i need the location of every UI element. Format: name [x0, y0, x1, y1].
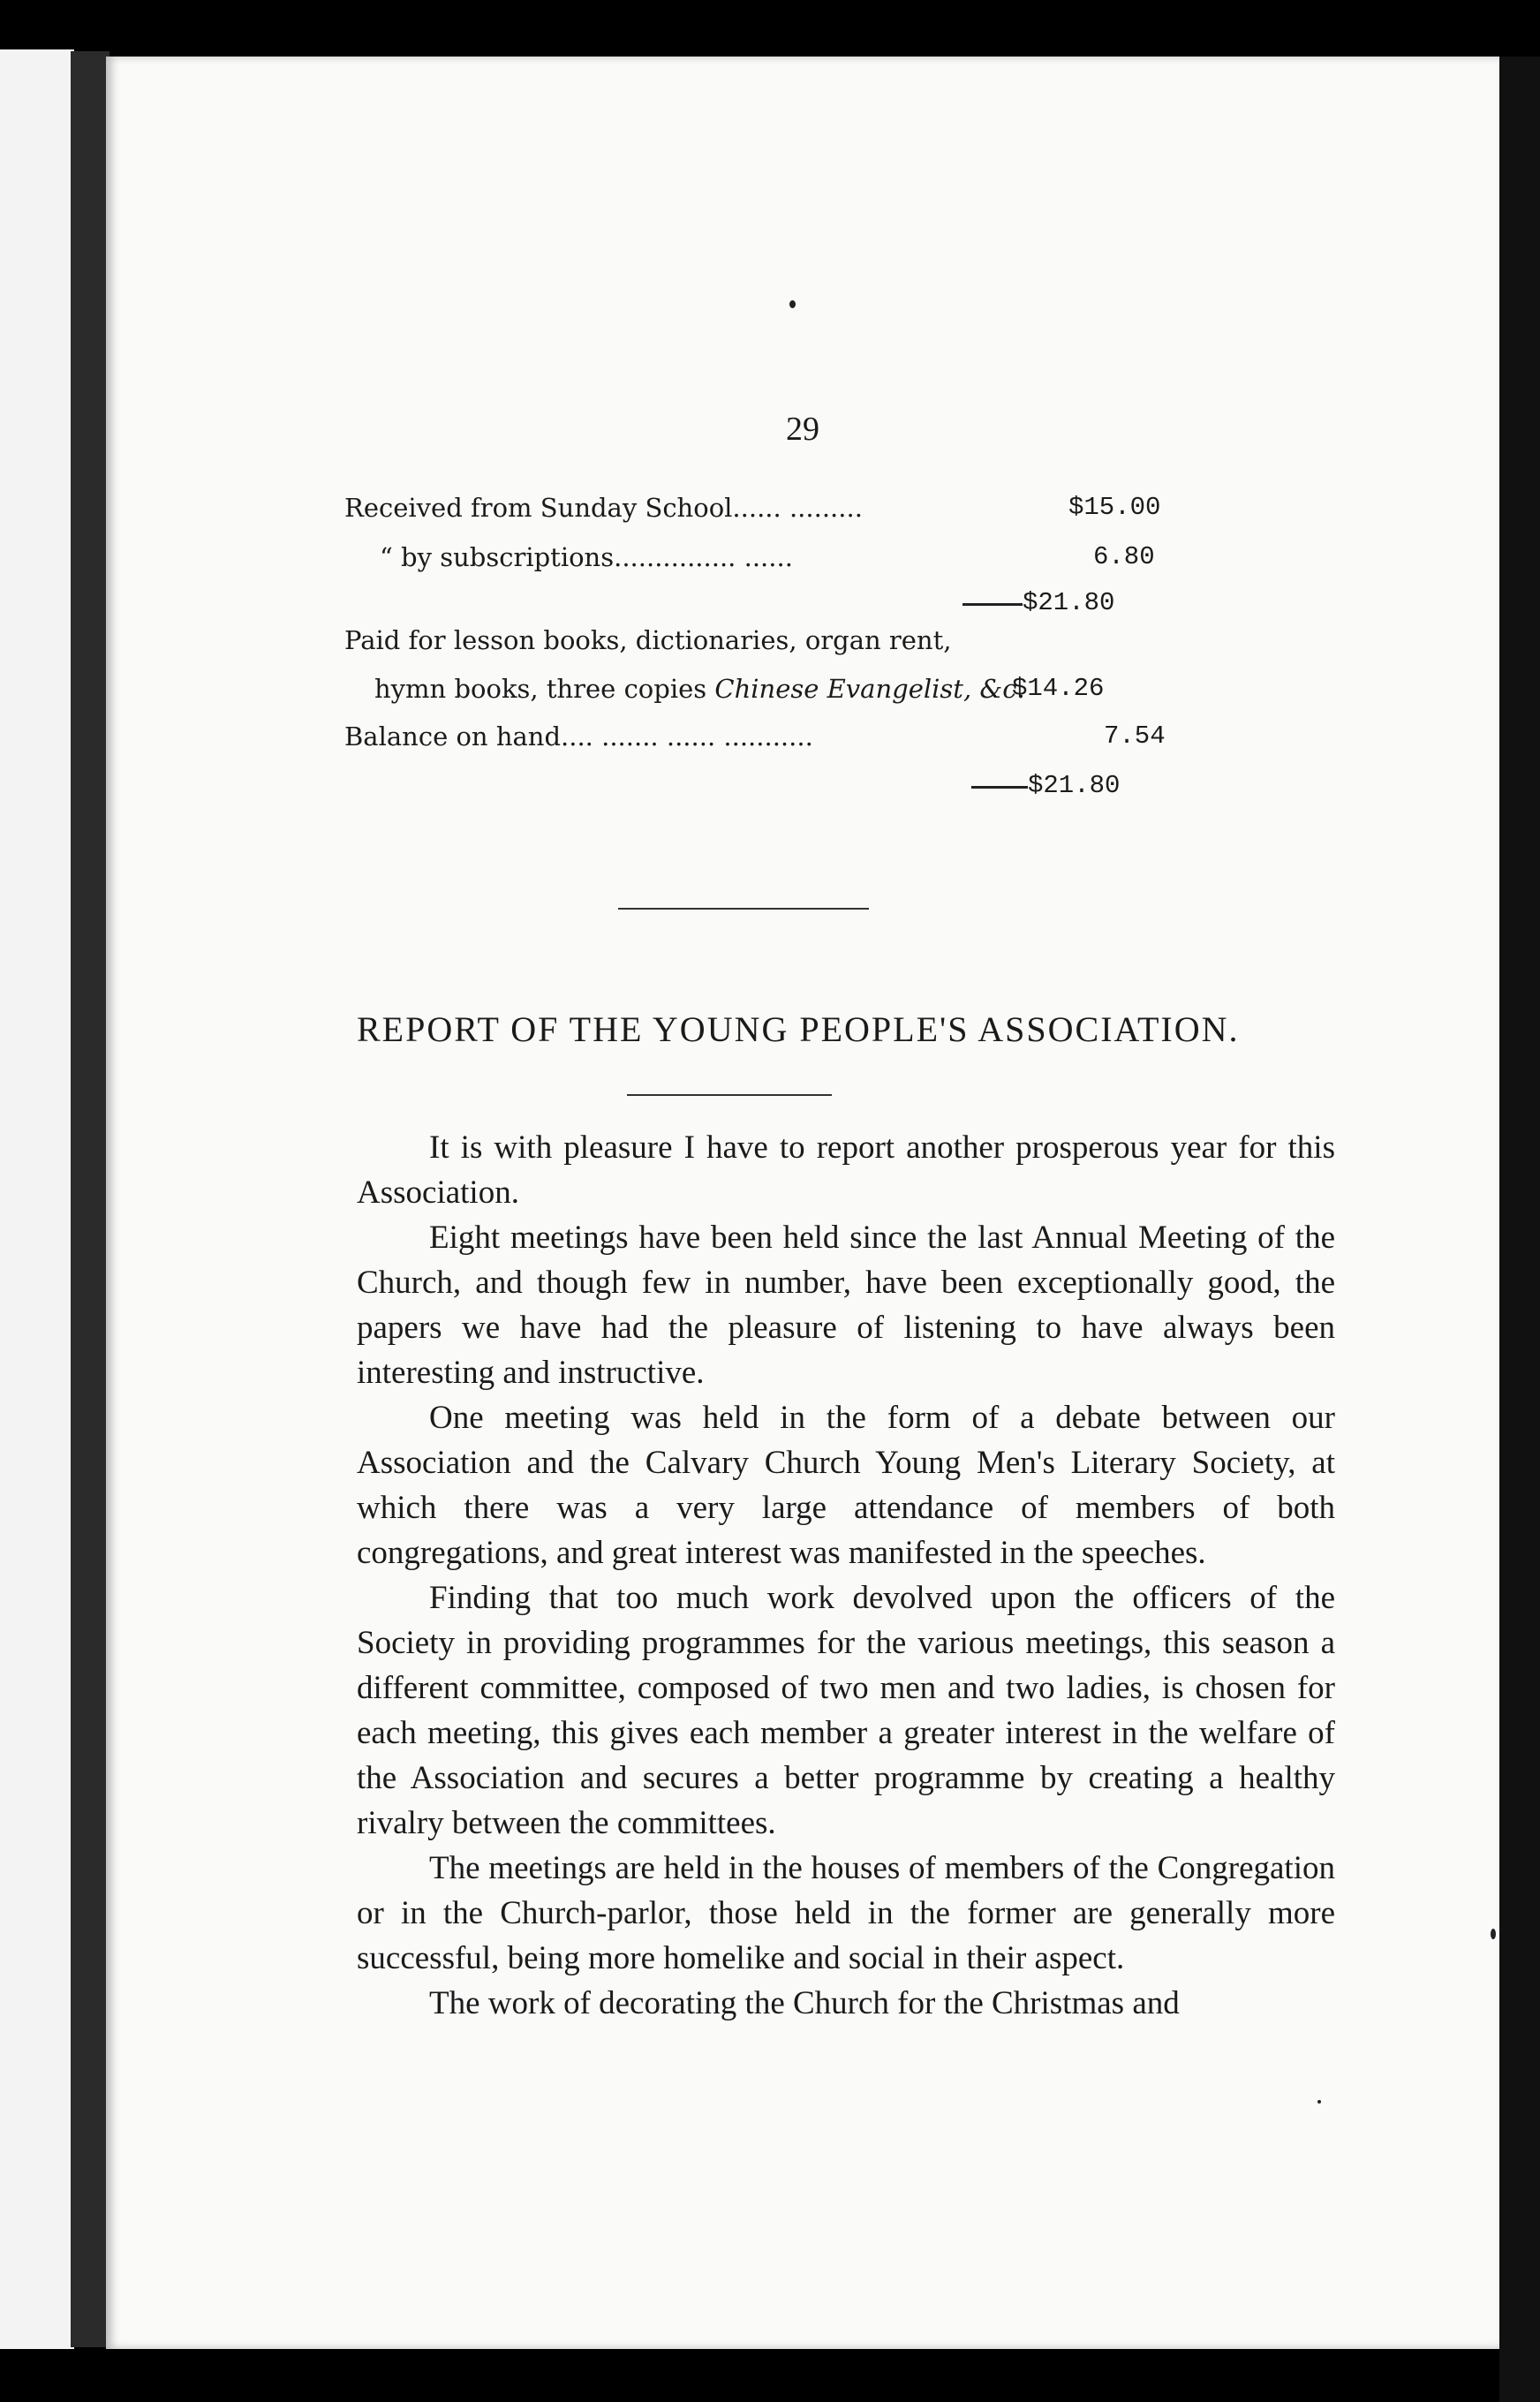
publication-title: Chinese Evangelist, &c.	[714, 674, 1025, 704]
page	[106, 57, 1499, 2349]
book-spine	[71, 51, 109, 2347]
account-row	[344, 542, 1155, 572]
sum-rule	[962, 603, 1023, 606]
account-amount: $21.80	[1023, 588, 1115, 617]
account-label: Balance on hand.... ....... ...... ...........	[344, 721, 813, 752]
paragraph: Eight meetings have been held since the last Annual Meeting of the Church, and though few in number, have been exceptionally good, the papers we have had the pleasure of listening to have always been interesting and instructive.	[357, 1220, 1335, 1391]
paragraph: Finding that too much work devolved upon the officers of the Society in providing programmes for the various meetings, this season a different committee, composed of two men and two ladies, is chosen for each meeting, this gives each member a greater interest in the welfare of the Association and secures a better programme by creating a healthy rivalry between the committees.	[357, 1580, 1335, 1841]
paragraph: It is with pleasure I have to report another prosperous year for this Association.	[357, 1129, 1335, 1211]
section-divider	[618, 908, 869, 910]
left-page-edge	[0, 49, 74, 2349]
account-row	[344, 721, 1166, 752]
report-heading: REPORT OF THE YOUNG PEOPLE'S ASSOCIATION.	[357, 1009, 1240, 1049]
paragraph: The meetings are held in the houses of members of the Congregation or in the Church-parlor, those held in the former are generally more successful, being more homelike and social in their aspect.	[357, 1850, 1335, 1976]
scan-border	[1499, 57, 1540, 2402]
ink-speck	[1491, 1929, 1496, 1939]
account-label: hymn books, three copies	[374, 674, 715, 704]
account-label: Paid for lesson books, dictionaries, organ rent,	[344, 625, 952, 655]
account-row	[344, 493, 1161, 523]
account-row	[344, 625, 951, 655]
ink-speck	[1317, 2100, 1321, 2104]
page-number: 29	[786, 411, 819, 448]
account-amount: 6.80	[1093, 542, 1155, 571]
account-amount: 7.54	[1104, 721, 1166, 751]
heading-divider	[627, 1094, 832, 1096]
account-amount: $21.80	[1028, 771, 1121, 800]
paragraph: The work of decorating the Church for the Christmas and	[429, 1985, 1180, 2021]
report-body	[357, 1125, 1335, 2026]
account-row	[374, 674, 1105, 704]
paragraph: One meeting was held in the form of a debate between our Association and the Calvary Church Young Men's Literary Society, at which there was a very large attendance of members of both congregations, and great interest was manifested in the speeches.	[357, 1400, 1335, 1571]
sum-rule	[971, 786, 1028, 789]
account-amount: $14.26	[1012, 674, 1105, 703]
account-amount: $15.00	[1068, 493, 1161, 522]
account-label: Received from Sunday School...... .........	[344, 493, 863, 523]
ink-speck	[789, 300, 796, 308]
account-label: “ by subscriptions............... ......	[380, 542, 793, 572]
